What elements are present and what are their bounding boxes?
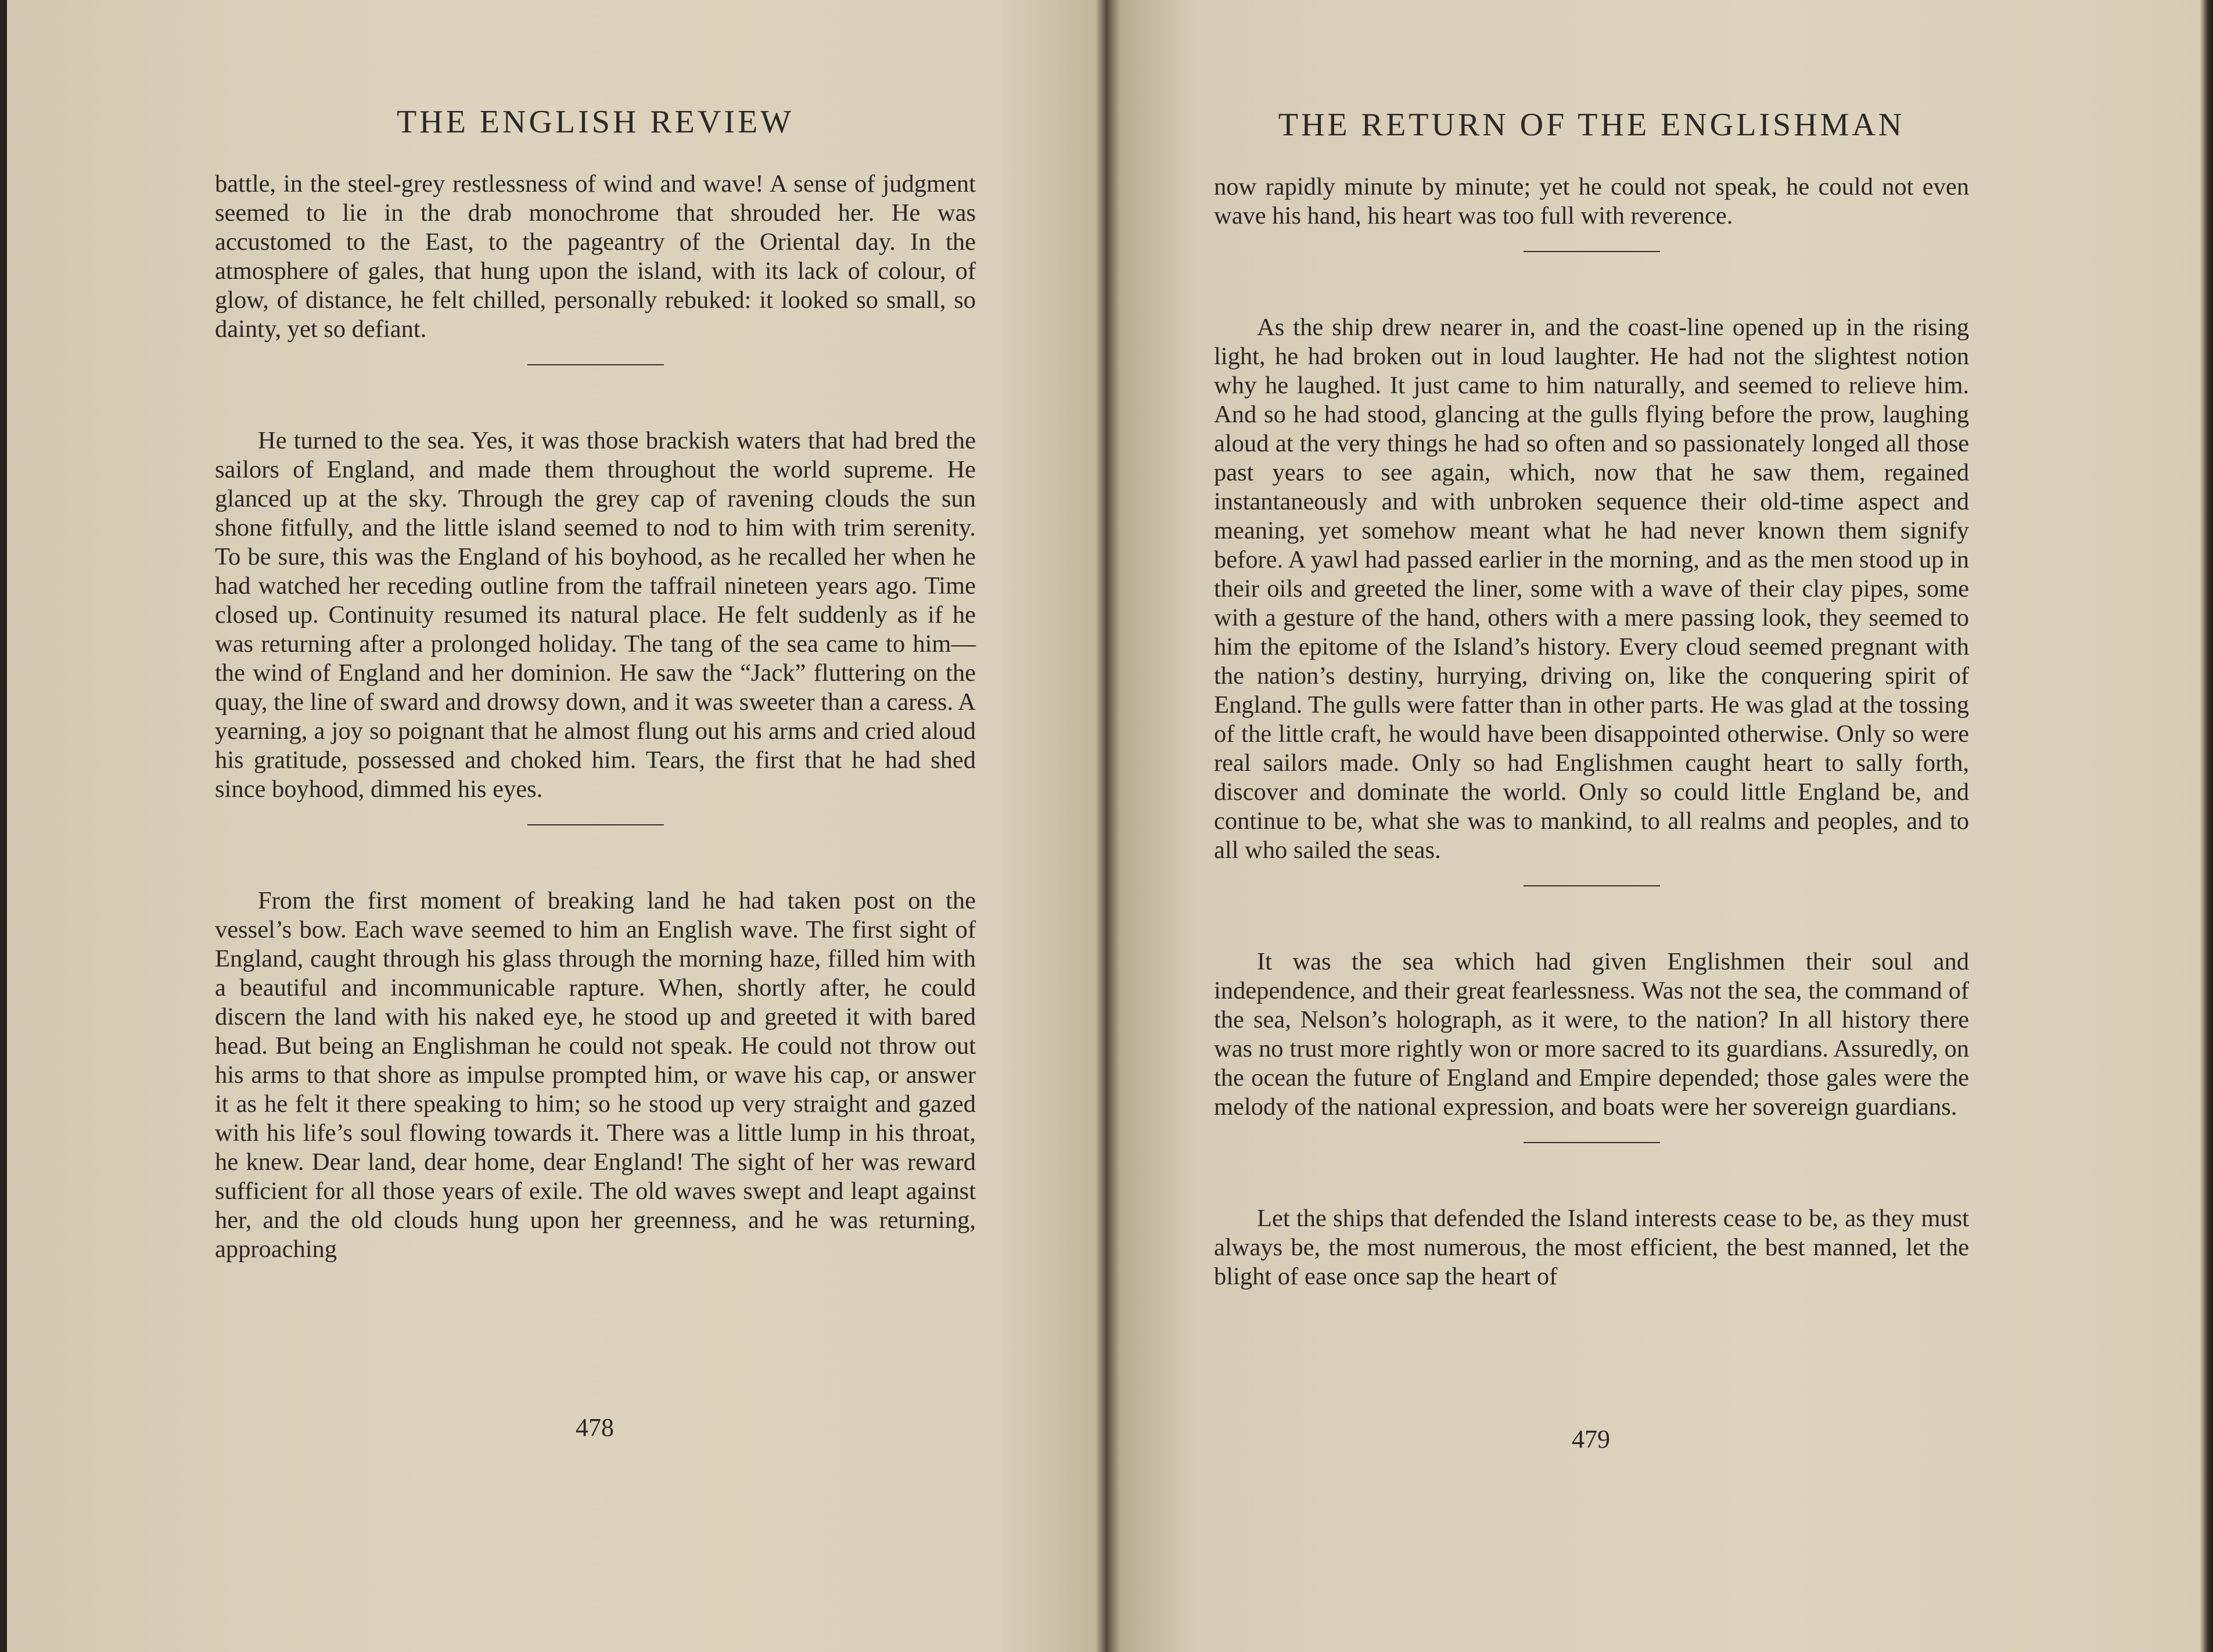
section-divider <box>1524 251 1660 252</box>
left-paragraph-2: He turned to the sea. Yes, it was those brackish waters that had bred the sailors of England, and made them throughout the world supreme. He glanced up at the sky. Through the grey cap of ravening clouds the sun shone fitfully, and the little island seemed to nod to him with trim serenity. To be sure, this was the England of his boyhood, as he recalled her when he had watched her receding outline from the taffrail nineteen years ago. Time closed up. Continuity resumed its natural place. He felt suddenly as if he was returning after a prolonged holiday. The tang of the sea came to him—the wind of England and her dominion. He saw the “Jack” fluttering on the quay, the line of sward and drowsy down, and it was sweeter than a caress. A yearning, a joy so poignant that he almost flung out his arms and cried aloud his gratitude, possessed and choked him. Tears, the first that he had shed since boyhood, dimmed his eyes. <box>215 427 976 803</box>
book-edge-right <box>2200 0 2213 1652</box>
left-page <box>215 105 976 1264</box>
right-paragraph-1: now rapidly minute by minute; yet he could not speak, he could not even wave his hand, his heart was too full with reverence. <box>1214 173 1969 229</box>
book-edge-left <box>0 0 7 1652</box>
right-paragraph-2: As the ship drew nearer in, and the coast-line opened up in the rising light, he had broken out in loud laughter. He had not the slightest notion why he laughed. It just came to him naturally, and seemed to relieve him. And so he had stood, glancing at the gulls flying before the prow, laughing aloud at the very things he had so often and so passionately longed all those past years to see again, which, now that he saw them, regained instantaneously and with unbroken sequence their old-time aspect and meaning, yet somehow meant what he had never known them signify before. A yawl had passed earlier in the morning, and as the men stood up in their oils and greeted the liner, some with a wave of their clay pipes, some with a gesture of the hand, others with a mere passing look, they seemed to him the epitome of the Island’s history. Every cloud seemed pregnant with the nation’s destiny, hurrying, driving on, like the conquering spirit of England. The gulls were fatter than in other parts. He was glad at the tossing of the little craft, he would have been disappointed otherwise. Only so were real sailors made. Only so had Englishmen caught heart to sally forth, discover and dominate the world. Only so could little England be, and continue to be, what she was to mankind, to all realms and peoples, and to all who sailed the seas. <box>1214 314 1969 864</box>
right-running-head: THE RETURN OF THE ENGLISHMAN <box>1278 107 1905 143</box>
section-divider <box>1524 1142 1660 1143</box>
section-divider <box>527 824 664 825</box>
left-paragraph-1: battle, in the steel-grey restlessness of wind and wave! A sense of judgment seemed to lie in the drab monochrome that shrouded her. He was accustomed to the East, to the pageantry of the Oriental day. In the atmosphere of gales, that hung upon the island, with its lack of colour, of glow, of distance, he felt chilled, personally rebuked: it looked so small, so dainty, yet so defiant. <box>215 170 976 343</box>
section-divider <box>527 364 664 365</box>
left-running-head: THE ENGLISH REVIEW <box>396 104 795 140</box>
section-divider <box>1524 885 1660 886</box>
left-paragraph-3: From the first moment of breaking land he had taken post on the vessel’s bow. Each wave seemed to him an English wave. The first sight of England, caught through his glass through the morning haze, filled him with a beautiful and incommunicable rapture. When, shortly after, he could discern the land with his naked eye, he stood up and greeted it with bared head. But being an Englishman he could not speak. He could not throw out his arms to that shore as impulse prompted him, or wave his cap, or answer it as he felt it there speaking to him; so he stood up very straight and gazed with his life’s soul flowing towards it. There was a little lump in his throat, he knew. Dear land, dear home, dear England! The sight of her was reward sufficient for all those years of exile. The old waves swept and leapt against her, and the old clouds hung upon her greenness, and he was returning, approaching <box>215 887 976 1263</box>
right-paragraph-4: Let the ships that defended the Island interests cease to be, as they must always be, the most numerous, the most efficient, the best manned, let the blight of ease once sap the heart of <box>1214 1205 1969 1290</box>
right-page <box>1214 107 1969 1291</box>
right-paragraph-3: It was the sea which had given Englishmen their soul and independence, and their great fearlessness. Was not the sea, the command of the sea, Nelson’s holograph, as it were, to the nation? In all history there was no trust more rightly won or more sacred to its guardians. Assuredly, on the ocean the future of England and Empire depended; those gales were the melody of the national expression, and boats were her sovereign guardians. <box>1214 948 1969 1121</box>
left-page-number: 478 <box>576 1413 614 1442</box>
right-page-number: 479 <box>1572 1425 1610 1453</box>
